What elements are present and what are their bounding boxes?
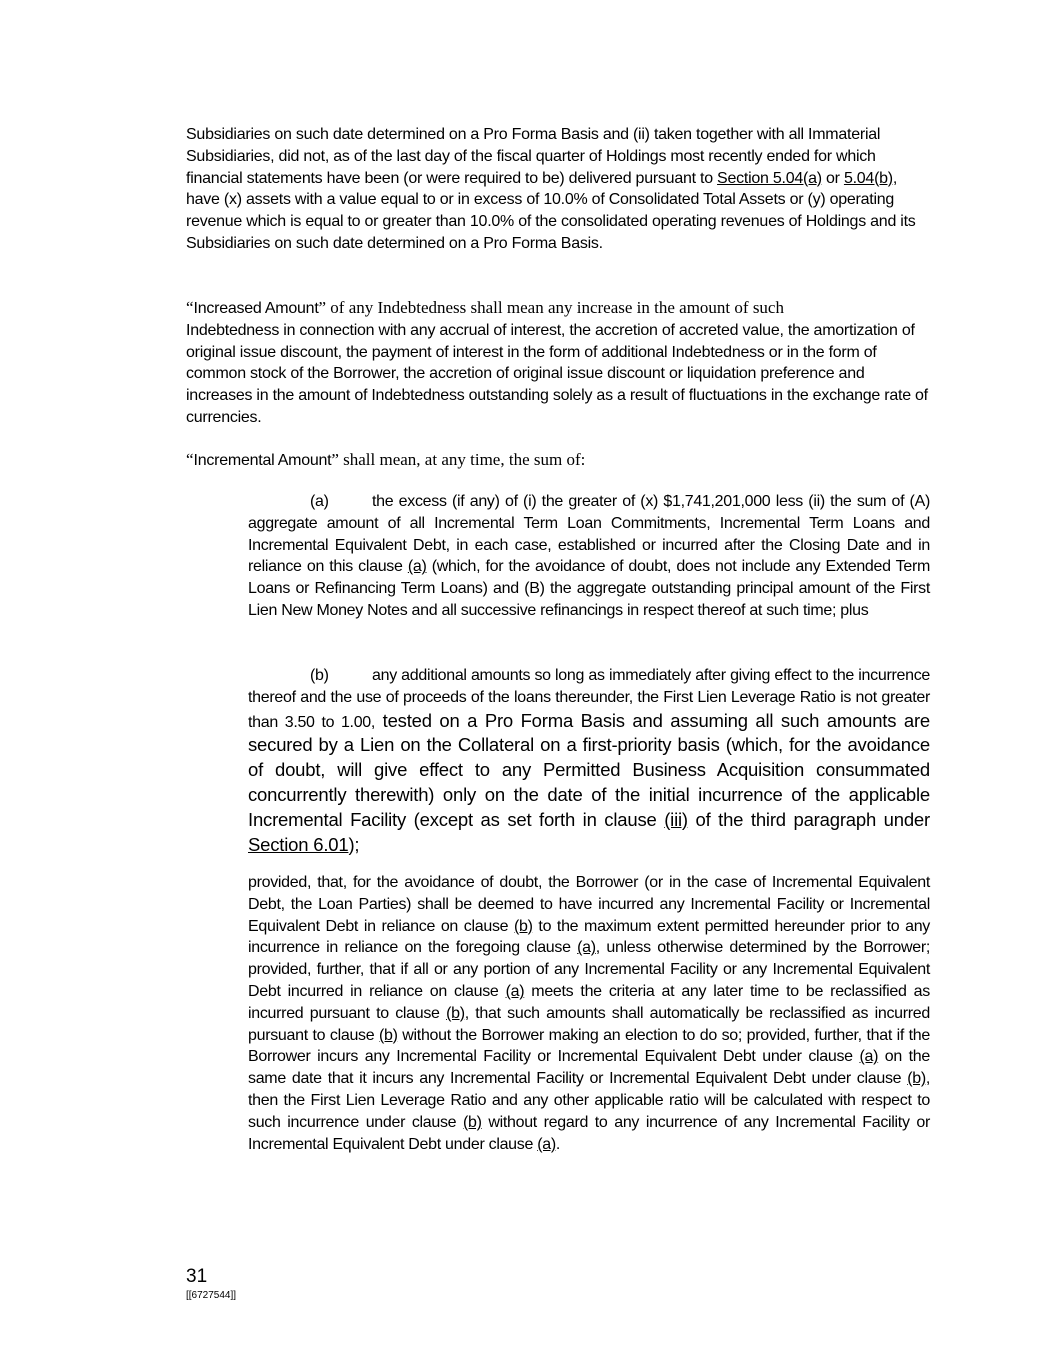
definition-text: Indebtedness in connection with any accrual of interest, the accretion of accreted value, the amortization of original issue discount, the payment of interest in the form of additional Indebtedness or in the form of common stock of the Borrower, the accretion of original issue discount or liquidation preference and increases in the amount of Indebtedness outstanding solely as a result of fluctuations in the exchange rate of currencies. — [186, 321, 928, 426]
paragraph-text: Subsidiaries on such date determined on a Pro Forma Basis and (ii) taken together with all Immaterial Subsidiaries, did not, as of the last day of the fiscal quarter of Holdings most recently ended for which financial statements have been (or were required to be) delivered pursuant to — [186, 126, 881, 187]
proviso-text: , then the First Lien Leverage Ratio and any other applicable ratio will be calculated with respect to such incurrence under clause — [248, 1070, 930, 1131]
clause-text: (which, for the avoidance of doubt, does not include any Extended Term Loans or Refinancing Term Loans) and (B) the aggregate outstanding principal amount of the First Lien New Money Notes and all successive refinancings in respect thereof at such time; plus — [248, 558, 930, 619]
clause-reference: (b) — [907, 1070, 926, 1088]
clause-reference: (b) — [514, 917, 533, 935]
clause-iii-reference: (iii) — [664, 808, 688, 830]
increased-amount-definition — [186, 297, 928, 429]
clause-b — [248, 665, 930, 857]
defined-term: Increased Amount — [193, 300, 319, 317]
clause-reference: (b) — [379, 1026, 398, 1044]
subsidiaries-paragraph — [186, 124, 928, 255]
proviso-text: . — [555, 1135, 561, 1153]
clause-reference: (a) — [537, 1135, 556, 1153]
clause-text: tested on a Pro Forma Basis and assuming all such amounts are secured by a Lien on the Collateral on a first-priority basis (which, for the avoidance of doubt, will give effect to any Permitted Business Acquisition consummated concurrently therewith) only on the date of the initial incurrence of the applicable Incremental Facility (except as set forth in clause — [248, 709, 931, 830]
proviso-text: , that such amounts shall automatically be reclassified as incurred pursuant to clause — [248, 1004, 930, 1044]
clause-label: (b) — [310, 667, 329, 684]
proviso-text: provided, that, for the avoidance of doubt, the Borrower (or in the case of Incremental Equivalent Debt, the Loan Parties) shall be deemed to have incurred any Incremental Facility or Incremental Equivalent Debt in reliance on clause — [248, 874, 930, 935]
proviso-text: to the maximum extent permitted hereunder prior to any incurrence in reliance on the foregoing clause — [248, 917, 930, 957]
open-quote: “ — [186, 298, 194, 317]
proviso-text: meets the criteria at any later time to be reclassified as incurred pursuant to clause — [248, 982, 930, 1022]
clause-text: the excess (if any) of (i) the greater of (x) $1,741,201,000 less (ii) the sum of (A) aggregate amount of all Incremental Term Loan Commitments, Incremental Term Loans and Incremental Equivalent Debt, in each case, established or incurred after the Closing Date and in reliance on this clause — [248, 493, 930, 576]
clause-reference: (a) — [577, 939, 596, 957]
definition-lead: ” shall mean, at any time, the sum of: — [331, 450, 586, 469]
open-quote: “ — [186, 450, 194, 469]
definition-lead: ” of any Indebtedness shall mean any increase in the amount of such — [318, 298, 784, 317]
clause-a-reference: (a) — [407, 558, 427, 576]
clause-reference: (b) — [462, 1113, 482, 1131]
clause-a — [248, 491, 930, 622]
proviso-text: , unless otherwise determined by the Borrower; provided, further, that if all or any portion of any Incremental Facility or any Incremental Equivalent Debt incurred in reliance on clause — [248, 939, 930, 1000]
incremental-amount-definition — [186, 449, 928, 472]
document-id: [[6727544]] — [186, 1290, 237, 1301]
proviso-paragraph — [248, 872, 930, 1155]
clause-reference: (a) — [859, 1048, 879, 1066]
clause-label: (a) — [310, 493, 329, 510]
clause-reference: (a) — [505, 982, 525, 1000]
paragraph-text: or — [821, 169, 844, 187]
paragraph-text: , have (x) assets with a value equal to or in excess of 10.0% of Consolidated Total Assets or (y) operating revenue which is equal to or greater than 10.0% of the consolidated operating revenues of Holdings and its Subsidiaries on such date determined on a Pro Forma Basis. — [186, 169, 916, 252]
page-number: 31 — [186, 1266, 208, 1287]
section-6-01-reference: Section 6.01 — [248, 833, 349, 855]
proviso-text: without regard to any incurrence of any Incremental Facility or Incremental Equivalent Debt under clause — [248, 1113, 930, 1153]
proviso-text: without the Borrower making an election to do so; provided, further, that if the Borrower incurs any Incremental Facility or Incremental Equivalent Debt under clause — [248, 1026, 930, 1066]
clause-text: any additional amounts so long as immediately after giving effect to the incurrence thereof and the use of proceeds of the loans thereunder, the First Lien Leverage Ratio is not greater than 3.50 to 1.00, — [248, 667, 930, 731]
section-5-04a-reference: Section 5.04(a) — [717, 169, 822, 187]
proviso-text: on the same date that it incurs any Incremental Facility or Incremental Equivalent Debt under clause — [248, 1048, 930, 1088]
clause-text: ); — [348, 833, 360, 855]
clause-reference: (b) — [446, 1004, 465, 1022]
section-5-04b-reference: 5.04(b) — [843, 169, 893, 187]
clause-text: of the third paragraph under — [687, 808, 930, 830]
defined-term: Incremental Amount — [193, 452, 332, 469]
